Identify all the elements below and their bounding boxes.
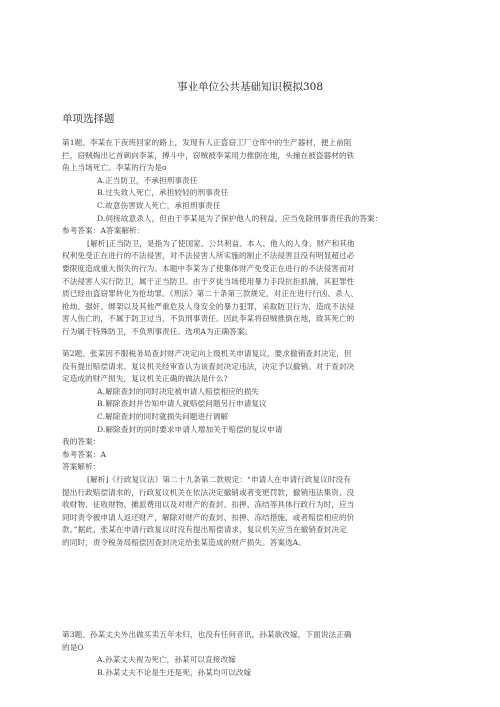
q1-analysis-line: [解析]正当防卫，是指为了使国家、公共利益、本人、他人的人身、财产和其他 xyxy=(87,238,355,248)
question-3 xyxy=(62,629,436,679)
q1-stem-line: 角上当场死亡。李某的行为是o xyxy=(62,163,167,173)
q1-analysis-line: 抢劫、强奸、绑架以及其他严重危及人身安全的暴力犯罪，采取防卫行为，造成不法侵 xyxy=(62,301,355,311)
q2-option-a: A.解除查封的同时决定被申请人赔偿相应的损失 xyxy=(97,386,259,396)
q1-analysis-line: 害人伤亡的，不属于防卫过当，不负刑事责任。因此李某将窃贼推倒在地，致其死亡的 xyxy=(62,314,355,324)
q3-stem-line: 第3题、孙某丈夫外出做买卖五年未归，也没有任何音讯，孙某欲改嫁，下面说法正确 xyxy=(62,630,352,639)
q2-option-c: C.解除查封的同时就损失问题进行调解 xyxy=(97,411,229,421)
q1-analysis-line: 权利免受正在进行的不法侵害，对不法侵害人所实施的制止不法侵害且没有明显超过必 xyxy=(62,251,355,261)
q1-analysis-line: 要限度造成重大损失的行为。本题中李某为了使集体财产免受正在进行的不法侵害而对 xyxy=(62,263,355,273)
q3-stem-line: 的是O xyxy=(62,642,84,652)
q1-stem-line: 第1题、李某在下夜班回家的路上，发现有人正盗窃工厂仓库中的生产器材，便上前阻 xyxy=(62,138,352,147)
q2-analysis-line: 提出行政赔偿请求的，行政复议机关在依法决定撤销或者变更罚款，撤销违法集资、没 xyxy=(62,487,355,497)
section-heading: 单项选择题 xyxy=(62,113,115,125)
q1-analysis-line: 行为属于特殊防卫，不负刑事责任。选项A为正确答案。 xyxy=(62,326,253,336)
q2-stem-line: 第2题、张某因不服税务局查封财产决定向上级机关申请复议，要求撤销查封决定，但 xyxy=(62,349,352,358)
q1-stem-line: 拦，窃贼掏出匕首刺向李某，搏斗中，窃贼被李某用力推倒在地，头撞在被盗器材的铁 xyxy=(62,150,355,160)
q2-analysis-line: 款。”据此，张某在申请行政复议时没有提出赔偿请求，复议机关应当在撤销查封决定 xyxy=(62,525,347,535)
q1-analysis-line: 质已经由盗窃罪转化为抢劫罪。《刑法》第二十条第三款规定，对正在进行行凶、杀人、 xyxy=(62,289,359,299)
document-title: 事业单位公共基础知识模拟308 xyxy=(176,81,324,93)
q1-option-b: B.过失致人死亡，承担较轻的刑事责任 xyxy=(97,188,229,198)
q2-answer: 参考答案：A xyxy=(62,449,107,459)
q2-stem-line: 定造成的财产损失，复议机关正确的做法是什么? xyxy=(62,374,228,384)
question-2 xyxy=(62,348,436,550)
q2-analysis-line: [解析]《行政复议法》第二十九条第二款规定：“申请人在申请行政复议时没有 xyxy=(87,474,351,484)
q1-option-a: A.正当防卫，不承担刑事责任 xyxy=(97,175,198,185)
q1-answer: 参考答案：A答案解析： xyxy=(62,226,145,236)
q1-option-d: D.伺接故意杀人，但由于李某是为了保护他人的利益，应当免除刑事责任我的答案： xyxy=(97,213,383,223)
q3-option-b: B.孙某丈夫不论是生还是死，孙某均可以改嫁 xyxy=(97,667,252,677)
q2-option-b: B.解除查封并告知申请人就赔偿问题另行申请复议 xyxy=(97,399,267,409)
q1-analysis-line: 不法侵害人实行防卫，属于正当防卫。由于歹徒当场使用暴力手段抗拒抓捕，其犯罪性 xyxy=(62,276,355,286)
q2-stem-line: 没有提出赔偿请求。复议机关经审查认为该查封决定违法，决定予以撤销。对于查封决 xyxy=(62,361,355,371)
q2-my-answer: 我的答案： xyxy=(62,437,101,447)
q2-analysis-label: 答案解析： xyxy=(62,462,101,472)
q2-option-d: D.解除查封的同时要求申请人增加关于赔偿的复议申请 xyxy=(97,424,283,434)
q1-option-c: C.故意伤害致人死亡，承担刑事责任 xyxy=(97,200,221,210)
q2-analysis-line: 的同时，责令税务局赔偿因查封决定给张某造成的财产损失。答案选A。 xyxy=(62,537,307,547)
question-1 xyxy=(62,137,436,339)
q3-option-a: A.孙某丈夫视为死亡，孙某可以直接改嫁 xyxy=(97,655,236,665)
q2-analysis-line: 同时责令被申请人返还财产，解除对财产的查封、扣押、冻结措施，或者赔偿相应的价 xyxy=(62,512,355,522)
q2-analysis-line: 收财物、征收财物、摊派费用以及对财产的查封、扣押、冻结等具体行政行为时，应当 xyxy=(62,500,355,510)
